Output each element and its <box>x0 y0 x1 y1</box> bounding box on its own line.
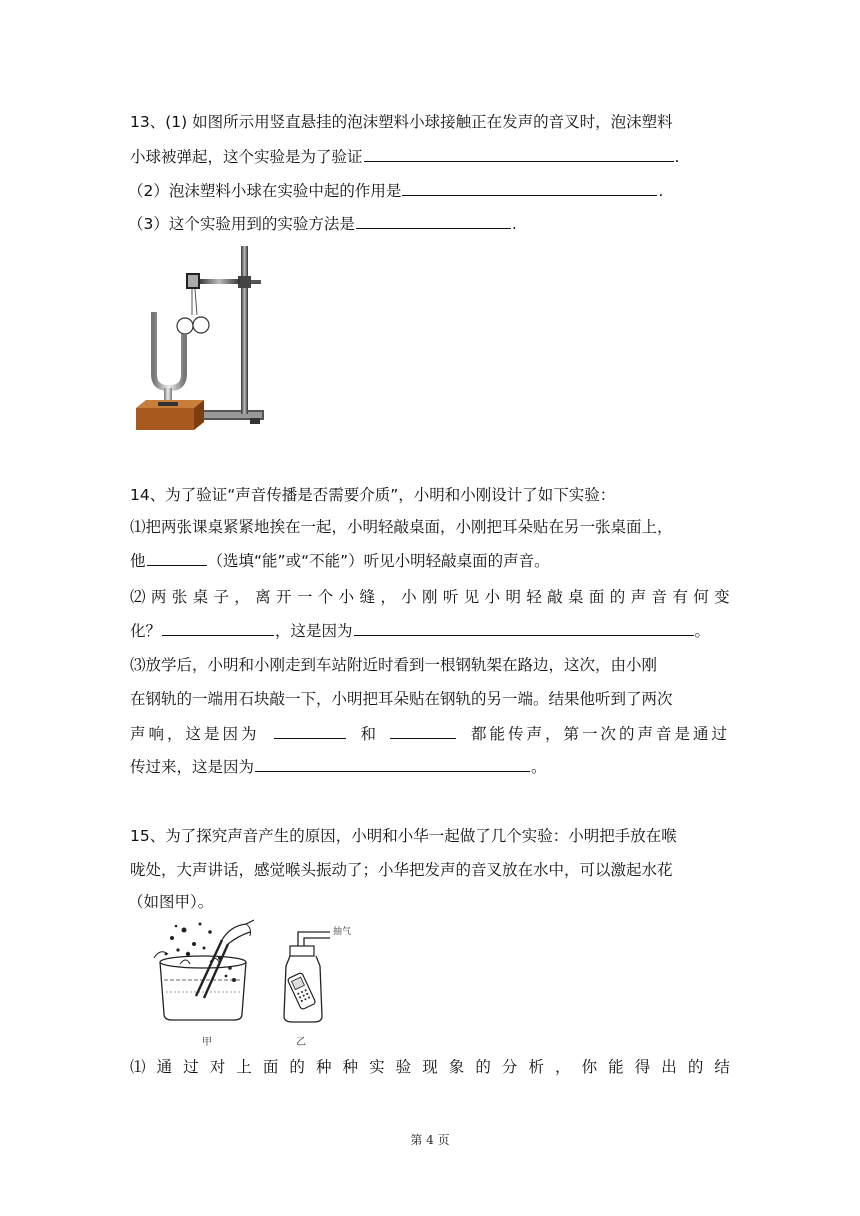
q14-p3-prefix: 传过来，这是因为 <box>130 758 255 776</box>
q14-p1-prefix: 他 <box>130 552 146 570</box>
q13-blank-1[interactable] <box>364 147 674 162</box>
q14-p3-b: 和 <box>360 725 376 743</box>
q14-p2-line2 <box>130 621 710 641</box>
q14-blank-5[interactable] <box>390 724 456 739</box>
q14-p3-line1: ⑶放学后，小明和小刚走到车站附近时看到一根钢轨架在路边，这次，由小刚 <box>130 656 658 674</box>
q13-sub2 <box>128 181 663 201</box>
q14-p2-mid: ，这是因为 <box>275 622 353 640</box>
q14-blank-3[interactable] <box>354 621 694 636</box>
q13-line2-prefix: 小球被弹起，这个实验是为了验证 <box>130 148 363 166</box>
q14-p1-line1: ⑴把两张课桌紧紧地挨在一起，小明轻敲桌面，小刚把耳朵贴在另一张桌面上， <box>130 518 673 536</box>
q13-sub2-suffix: . <box>658 182 664 200</box>
q14-p2-prefix: 化？ <box>130 622 162 640</box>
q13-sub3-suffix: . <box>511 215 517 233</box>
q14-p3-suffix: 。 <box>531 758 547 776</box>
q14-blank-2[interactable] <box>162 621 274 636</box>
q14-p3-line3-row <box>130 724 730 744</box>
q13-sub3 <box>128 214 517 234</box>
q14-blank-1[interactable] <box>147 551 207 566</box>
fig-label-yi: 乙 <box>296 1037 306 1048</box>
fork-in-water-figure <box>150 918 268 1028</box>
q14-blank-6[interactable] <box>255 757 530 772</box>
q14-p2-suffix: 。 <box>694 622 711 640</box>
q14-p3-a: 声响，这是因为 <box>130 725 260 743</box>
fig-label-pump: 抽气 <box>333 927 352 937</box>
q14-p3-c: 都能传声，第一次的声音是通过 <box>470 725 730 743</box>
q15-line2: 咙处，大声讲话，感觉喉头振动了；小华把发声的音叉放在水中，可以激起水花 <box>130 861 673 879</box>
q13-blank-3[interactable] <box>356 214 511 229</box>
q13-sub3-prefix: （3）这个实验用到的实验方法是 <box>128 215 355 233</box>
page-number: 第 4 页 <box>410 1133 450 1147</box>
q15-line1: 15、为了探究声音产生的原因，小明和小华一起做了几个实验：小明把手放在喉 <box>130 827 677 845</box>
q13-line1: 13、(1) 如图所示用竖直悬挂的泡沫塑料小球接触正在发声的音叉时，泡沫塑料 <box>130 113 673 131</box>
q13-line2 <box>130 147 679 167</box>
fig-label-jia: 甲 <box>202 1037 212 1048</box>
q14-p1-line2 <box>130 551 550 571</box>
phone-in-jar-figure <box>276 922 366 1028</box>
q14-p3-line2: 在钢轨的一端用石块敲一下，小明把耳朵贴在钢轨的另一端。结果他听到了两次 <box>130 690 673 708</box>
q15-line3: （如图甲）。 <box>128 893 214 911</box>
q13-sub2-prefix: （2）泡沫塑料小球在实验中起的作用是 <box>128 182 402 200</box>
q15-sub1 <box>130 1057 730 1077</box>
q13-blank-2[interactable] <box>402 181 657 196</box>
q14-p2-line1-text: ⑵ 两 张 桌 子 ， 离 开 一 个 小 缝 ， 小 刚 听 见 小 明 轻 敲 桌 面 的 声 音 有 何 变 <box>130 588 730 606</box>
q14-line1: 14、为了验证“声音传播是否需要介质”，小明和小刚设计了如下实验： <box>130 486 616 504</box>
tuning-fork-stand-figure <box>134 242 269 432</box>
q14-p3-line3 <box>130 724 730 744</box>
q15-sub1-text: ⑴ 通 过 对 上 面 的 种 种 实 验 现 象 的 分 析 ， 你 能 得 出 的 结 <box>130 1058 730 1076</box>
q13-line2-suffix: . <box>674 148 680 166</box>
q14-p1-suffix: （选填“能”或“不能”）听见小明轻敲桌面的声音。 <box>207 552 550 570</box>
q14-p3-line4 <box>130 757 547 777</box>
q14-p2-line1 <box>130 587 730 607</box>
q14-blank-4[interactable] <box>274 724 346 739</box>
